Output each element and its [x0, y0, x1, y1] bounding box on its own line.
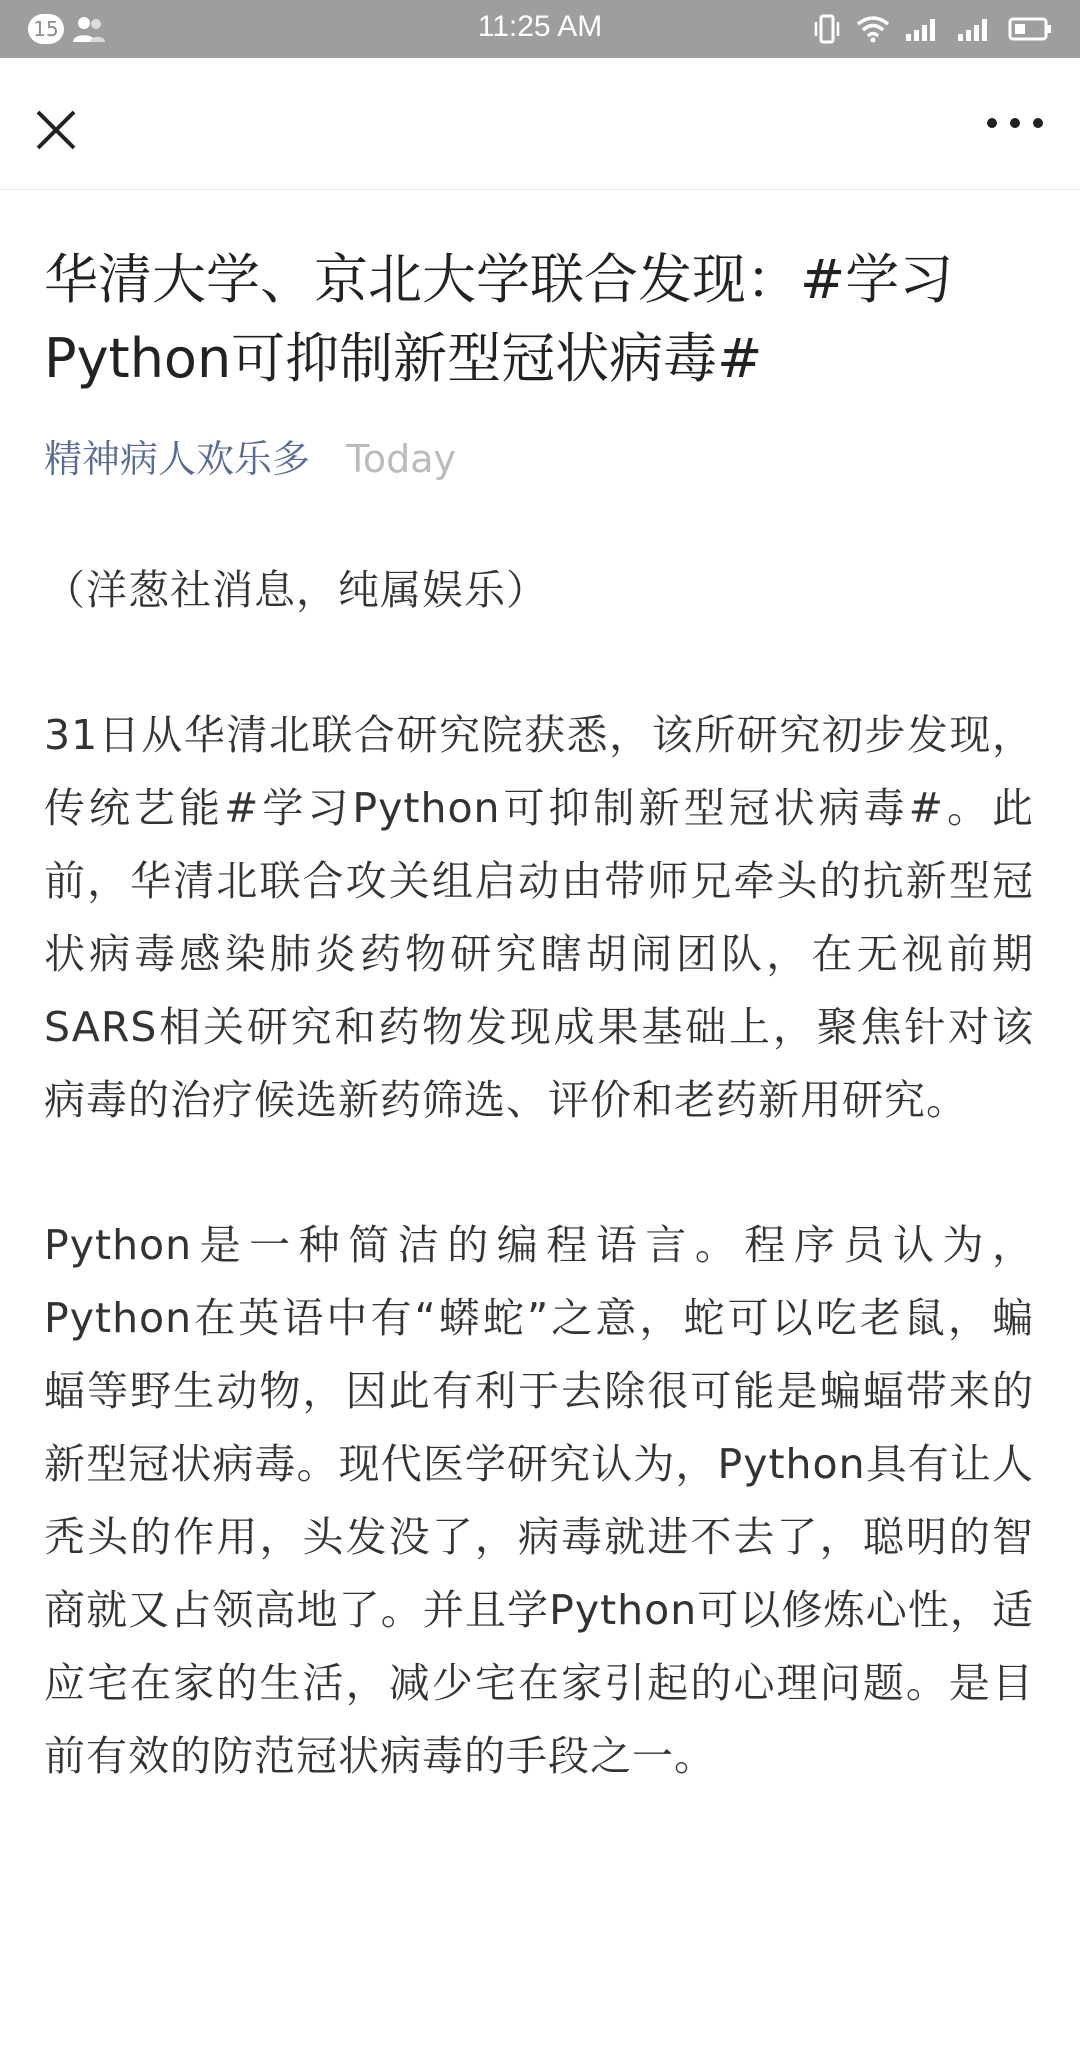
signal-1-icon [904, 16, 942, 46]
article-content [44, 190, 1034, 1793]
paragraph-disclaimer: （洋葱社消息，纯属娱乐） [44, 566, 548, 614]
signal-2-icon [956, 16, 994, 46]
paragraph-discovery: 31日从华清北联合研究院获悉，该所研究初步发现，传统艺能#学习Python可抑制新型冠状病毒#。此前，华清北联合攻关组启动由带师兄牵头的抗新型冠状病毒感染肺炎药物研究瞎胡闹团队，在无视前期SARS相关研究和药物发现成果基础上，聚焦针对该病毒的治疗候选新药筛选、评价和老药新用研究。 [44, 711, 1034, 1124]
wifi-icon [856, 15, 890, 47]
author-link[interactable]: 精神病人欢乐多 [44, 437, 311, 481]
more-button[interactable] [980, 98, 1050, 148]
battery-icon [1008, 16, 1052, 46]
close-button[interactable] [24, 98, 84, 158]
status-bar-right [812, 13, 1052, 49]
close-icon [24, 98, 84, 158]
top-bar [0, 58, 1080, 190]
article-title: 华清大学、京北大学联合发现：#学习Python可抑制新型冠状病毒# [44, 248, 954, 390]
more-icon [980, 98, 1050, 148]
vibrate-icon [812, 13, 842, 49]
status-bar-time: 11:25 AM [477, 10, 603, 43]
paragraph-python: Python是一种简洁的编程语言。程序员认为，Python在英语中有“蟒蛇”之意，蛇可以吃老鼠，蝙蝠等野生动物，因此有利于去除很可能是蝙蝠带来的新型冠状病毒。现代医学研究认为，Python具有让人秃头的作用，头发没了，病毒就进不去了，聪明的智商就又占领高地了。并且学Python可以修炼心性，适应宅在家的生活，减少宅在家引起的心理问题。是目前有效的防范冠状病毒的手段之一。 [44, 1221, 1034, 1780]
status-bar [0, 0, 1080, 58]
article-meta [44, 434, 1034, 484]
notification-count-badge: 15 [28, 14, 64, 44]
publish-date: Today [346, 437, 457, 481]
